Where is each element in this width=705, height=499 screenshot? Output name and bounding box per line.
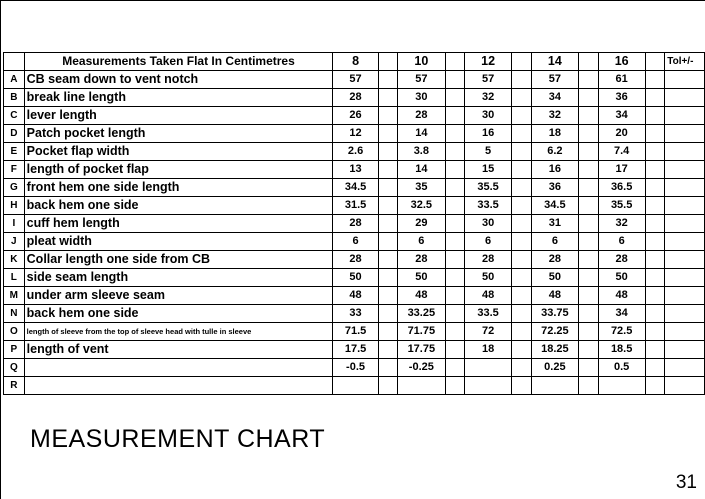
- spacer-cell: [445, 215, 464, 233]
- size-value: 12: [333, 125, 378, 143]
- header-title: Measurements Taken Flat In Centimetres: [24, 53, 333, 71]
- row-name: cuff hem length: [24, 215, 333, 233]
- row-code: D: [4, 125, 25, 143]
- table-row: [4, 251, 705, 269]
- spacer-cell: [512, 359, 531, 377]
- size-value: 16: [464, 125, 511, 143]
- spacer-cell: [645, 287, 664, 305]
- spacer-cell: [579, 359, 598, 377]
- size-value: 33: [333, 305, 378, 323]
- spacer-cell: [512, 89, 531, 107]
- size-value: 31.5: [333, 197, 378, 215]
- spacer-cell: [645, 71, 664, 89]
- row-name: break line length: [24, 89, 333, 107]
- size-value: [464, 359, 511, 377]
- spacer-cell: [512, 287, 531, 305]
- size-value: 3.8: [398, 143, 445, 161]
- row-code: M: [4, 287, 25, 305]
- spacer-cell: [579, 215, 598, 233]
- size-value: 48: [398, 287, 445, 305]
- spacer-cell: [512, 179, 531, 197]
- tolerance-cell: [665, 305, 705, 323]
- row-code: G: [4, 179, 25, 197]
- table-row: [4, 71, 705, 89]
- size-value: 35.5: [464, 179, 511, 197]
- size-value: 18.5: [598, 341, 645, 359]
- size-value: 50: [464, 269, 511, 287]
- tolerance-cell: [665, 269, 705, 287]
- row-code: K: [4, 251, 25, 269]
- spacer-cell: [512, 305, 531, 323]
- size-value: 28: [398, 107, 445, 125]
- tolerance-cell: [665, 287, 705, 305]
- spacer-cell: [579, 251, 598, 269]
- spacer-cell: [445, 269, 464, 287]
- size-value: 28: [464, 251, 511, 269]
- row-code: L: [4, 269, 25, 287]
- tolerance-cell: [665, 215, 705, 233]
- spacer-cell: [512, 341, 531, 359]
- size-value: 17.5: [333, 341, 378, 359]
- size-value: 0.25: [531, 359, 578, 377]
- spacer-cell: [512, 251, 531, 269]
- tolerance-cell: [665, 161, 705, 179]
- size-value: 72: [464, 323, 511, 341]
- size-value: 17: [598, 161, 645, 179]
- size-value: 34.5: [333, 179, 378, 197]
- row-name: Collar length one side from CB: [24, 251, 333, 269]
- size-value: 71.75: [398, 323, 445, 341]
- row-name: [24, 359, 333, 377]
- size-value: 32: [531, 107, 578, 125]
- spacer-cell: [579, 287, 598, 305]
- size-value: 33.75: [531, 305, 578, 323]
- spacer-cell: [445, 71, 464, 89]
- size-value: 14: [398, 161, 445, 179]
- table-row: [4, 143, 705, 161]
- table-row: [4, 323, 705, 341]
- header-size: 12: [464, 53, 511, 71]
- row-code: F: [4, 161, 25, 179]
- header-size: 8: [333, 53, 378, 71]
- row-name: back hem one side: [24, 305, 333, 323]
- size-value: 34: [598, 305, 645, 323]
- size-value: 30: [464, 215, 511, 233]
- spacer-cell: [512, 125, 531, 143]
- size-value: 6: [598, 233, 645, 251]
- size-value: 72.25: [531, 323, 578, 341]
- table-row: [4, 161, 705, 179]
- tolerance-cell: [665, 125, 705, 143]
- size-value: 30: [398, 89, 445, 107]
- tolerance-cell: [665, 251, 705, 269]
- spacer-cell: [378, 269, 397, 287]
- spacer-cell: [378, 341, 397, 359]
- table-row: [4, 107, 705, 125]
- size-value: 6.2: [531, 143, 578, 161]
- spacer-cell: [378, 233, 397, 251]
- spacer-cell: [579, 89, 598, 107]
- row-name: Pocket flap width: [24, 143, 333, 161]
- size-value: 28: [333, 215, 378, 233]
- row-name: length of vent: [24, 341, 333, 359]
- page-number: 31: [675, 472, 697, 493]
- spacer-cell: [378, 359, 397, 377]
- size-value: 30: [464, 107, 511, 125]
- page-title: MEASUREMENT CHART: [30, 425, 326, 453]
- spacer-cell: [645, 323, 664, 341]
- spacer-cell: [645, 269, 664, 287]
- row-name: length of sleeve from the top of sleeve head with tulle in sleeve: [24, 323, 333, 341]
- spacer-cell: [378, 161, 397, 179]
- header-size: 16: [598, 53, 645, 71]
- spacer-cell: [512, 197, 531, 215]
- spacer-cell: [645, 107, 664, 125]
- spacer-cell: [512, 215, 531, 233]
- spacer-cell: [579, 341, 598, 359]
- spacer-cell: [512, 107, 531, 125]
- tolerance-cell: [665, 89, 705, 107]
- table-row: [4, 341, 705, 359]
- spacer-cell: [512, 323, 531, 341]
- spacer-cell: [579, 305, 598, 323]
- table-row: [4, 359, 705, 377]
- spacer-cell: [512, 143, 531, 161]
- size-value: 61: [598, 71, 645, 89]
- size-value: 33.25: [398, 305, 445, 323]
- row-code: I: [4, 215, 25, 233]
- spacer-cell: [378, 143, 397, 161]
- size-value: 16: [531, 161, 578, 179]
- spacer-cell: [378, 125, 397, 143]
- tolerance-cell: [665, 341, 705, 359]
- row-code: H: [4, 197, 25, 215]
- spacer-cell: [445, 305, 464, 323]
- tolerance-cell: [665, 143, 705, 161]
- spacer-cell: [645, 143, 664, 161]
- spacer-cell: [645, 179, 664, 197]
- spacer-cell: [579, 233, 598, 251]
- size-value: 35: [398, 179, 445, 197]
- table-row: [4, 233, 705, 251]
- spacer-cell: [512, 71, 531, 89]
- spacer-cell: [579, 53, 598, 71]
- row-code: P: [4, 341, 25, 359]
- size-value: 48: [464, 287, 511, 305]
- table-row: [4, 269, 705, 287]
- spacer-cell: [645, 125, 664, 143]
- size-value: 48: [333, 287, 378, 305]
- tolerance-cell: [665, 323, 705, 341]
- size-value: 48: [598, 287, 645, 305]
- size-value: 31: [531, 215, 578, 233]
- table-row: [4, 89, 705, 107]
- row-code: B: [4, 89, 25, 107]
- size-value: 5: [464, 143, 511, 161]
- size-value: [598, 377, 645, 395]
- spacer-cell: [378, 287, 397, 305]
- size-value: 33.5: [464, 305, 511, 323]
- size-value: 7.4: [598, 143, 645, 161]
- page-frame-left: [0, 0, 1, 499]
- size-value: 50: [398, 269, 445, 287]
- row-name: Patch pocket length: [24, 125, 333, 143]
- spacer-cell: [378, 305, 397, 323]
- row-code: Q: [4, 359, 25, 377]
- row-name: side seam length: [24, 269, 333, 287]
- size-value: -0.5: [333, 359, 378, 377]
- row-name: pleat width: [24, 233, 333, 251]
- size-value: 34: [598, 107, 645, 125]
- table-row: [4, 377, 705, 395]
- size-value: 50: [531, 269, 578, 287]
- size-value: 6: [464, 233, 511, 251]
- size-value: 57: [464, 71, 511, 89]
- size-value: 28: [598, 251, 645, 269]
- spacer-cell: [512, 377, 531, 395]
- spacer-cell: [645, 251, 664, 269]
- size-value: 0.5: [598, 359, 645, 377]
- spacer-cell: [579, 197, 598, 215]
- spacer-cell: [378, 53, 397, 71]
- spacer-cell: [512, 53, 531, 71]
- spacer-cell: [378, 197, 397, 215]
- spacer-cell: [579, 143, 598, 161]
- table-row: [4, 215, 705, 233]
- size-value: 18: [531, 125, 578, 143]
- tolerance-cell: [665, 179, 705, 197]
- size-value: 17.75: [398, 341, 445, 359]
- size-value: 50: [333, 269, 378, 287]
- spacer-cell: [645, 161, 664, 179]
- row-code: O: [4, 323, 25, 341]
- spacer-cell: [378, 107, 397, 125]
- header-code-cell: [4, 53, 25, 71]
- size-value: 57: [333, 71, 378, 89]
- spacer-cell: [445, 287, 464, 305]
- spacer-cell: [645, 305, 664, 323]
- spacer-cell: [378, 71, 397, 89]
- spacer-cell: [645, 377, 664, 395]
- spacer-cell: [645, 359, 664, 377]
- size-value: 18: [464, 341, 511, 359]
- spacer-cell: [378, 251, 397, 269]
- size-value: 48: [531, 287, 578, 305]
- size-value: 57: [398, 71, 445, 89]
- table-row: [4, 305, 705, 323]
- size-value: 32: [598, 215, 645, 233]
- spacer-cell: [579, 377, 598, 395]
- spacer-cell: [445, 89, 464, 107]
- row-name: back hem one side: [24, 197, 333, 215]
- size-value: 36: [531, 179, 578, 197]
- size-value: 36.5: [598, 179, 645, 197]
- size-value: 35.5: [598, 197, 645, 215]
- size-value: [464, 377, 511, 395]
- row-code: E: [4, 143, 25, 161]
- table-row: [4, 197, 705, 215]
- spacer-cell: [579, 125, 598, 143]
- size-value: 28: [333, 251, 378, 269]
- size-value: 6: [398, 233, 445, 251]
- size-value: 29: [398, 215, 445, 233]
- spacer-cell: [378, 215, 397, 233]
- size-value: 13: [333, 161, 378, 179]
- row-code: J: [4, 233, 25, 251]
- size-value: 26: [333, 107, 378, 125]
- tolerance-cell: [665, 197, 705, 215]
- tolerance-cell: [665, 107, 705, 125]
- size-value: 72.5: [598, 323, 645, 341]
- table-row: [4, 179, 705, 197]
- header-size: 10: [398, 53, 445, 71]
- table-row: [4, 287, 705, 305]
- spacer-cell: [645, 215, 664, 233]
- spacer-cell: [378, 89, 397, 107]
- tolerance-cell: [665, 233, 705, 251]
- spacer-cell: [512, 161, 531, 179]
- row-name: lever length: [24, 107, 333, 125]
- size-value: 71.5: [333, 323, 378, 341]
- table-row: [4, 125, 705, 143]
- spacer-cell: [378, 179, 397, 197]
- spacer-cell: [445, 197, 464, 215]
- spacer-cell: [378, 377, 397, 395]
- spacer-cell: [579, 179, 598, 197]
- spacer-cell: [445, 161, 464, 179]
- row-name: [24, 377, 333, 395]
- size-value: 6: [333, 233, 378, 251]
- spacer-cell: [645, 53, 664, 71]
- page-frame-top: [0, 0, 705, 1]
- size-value: 14: [398, 125, 445, 143]
- size-value: -0.25: [398, 359, 445, 377]
- tolerance-cell: [665, 359, 705, 377]
- spacer-cell: [445, 359, 464, 377]
- size-value: 33.5: [464, 197, 511, 215]
- row-name: CB seam down to vent notch: [24, 71, 333, 89]
- spacer-cell: [645, 341, 664, 359]
- size-value: [398, 377, 445, 395]
- size-value: [531, 377, 578, 395]
- table-header-row: [4, 53, 705, 71]
- spacer-cell: [445, 53, 464, 71]
- spacer-cell: [445, 341, 464, 359]
- spacer-cell: [445, 323, 464, 341]
- header-size: 14: [531, 53, 578, 71]
- size-value: 28: [398, 251, 445, 269]
- row-code: N: [4, 305, 25, 323]
- size-value: 28: [333, 89, 378, 107]
- row-name: under arm sleeve seam: [24, 287, 333, 305]
- spacer-cell: [445, 251, 464, 269]
- row-code: R: [4, 377, 25, 395]
- row-code: A: [4, 71, 25, 89]
- row-name: front hem one side length: [24, 179, 333, 197]
- tolerance-cell: [665, 71, 705, 89]
- spacer-cell: [378, 323, 397, 341]
- size-value: 32: [464, 89, 511, 107]
- spacer-cell: [645, 197, 664, 215]
- spacer-cell: [645, 89, 664, 107]
- spacer-cell: [579, 71, 598, 89]
- size-value: 6: [531, 233, 578, 251]
- size-value: 50: [598, 269, 645, 287]
- spacer-cell: [445, 107, 464, 125]
- tolerance-cell: [665, 377, 705, 395]
- spacer-cell: [512, 269, 531, 287]
- size-value: 34.5: [531, 197, 578, 215]
- spacer-cell: [645, 233, 664, 251]
- size-value: 18.25: [531, 341, 578, 359]
- size-value: 20: [598, 125, 645, 143]
- measurement-table: [3, 52, 705, 395]
- size-value: 32.5: [398, 197, 445, 215]
- size-value: 57: [531, 71, 578, 89]
- spacer-cell: [445, 377, 464, 395]
- size-value: 34: [531, 89, 578, 107]
- spacer-cell: [445, 143, 464, 161]
- size-value: 36: [598, 89, 645, 107]
- size-value: [333, 377, 378, 395]
- spacer-cell: [579, 107, 598, 125]
- spacer-cell: [445, 233, 464, 251]
- spacer-cell: [445, 125, 464, 143]
- spacer-cell: [445, 179, 464, 197]
- size-value: 28: [531, 251, 578, 269]
- row-name: length of pocket flap: [24, 161, 333, 179]
- spacer-cell: [579, 161, 598, 179]
- size-value: 15: [464, 161, 511, 179]
- row-code: C: [4, 107, 25, 125]
- spacer-cell: [579, 323, 598, 341]
- header-tolerance: Tol+/-: [665, 53, 705, 71]
- spacer-cell: [579, 269, 598, 287]
- size-value: 2.6: [333, 143, 378, 161]
- spacer-cell: [512, 233, 531, 251]
